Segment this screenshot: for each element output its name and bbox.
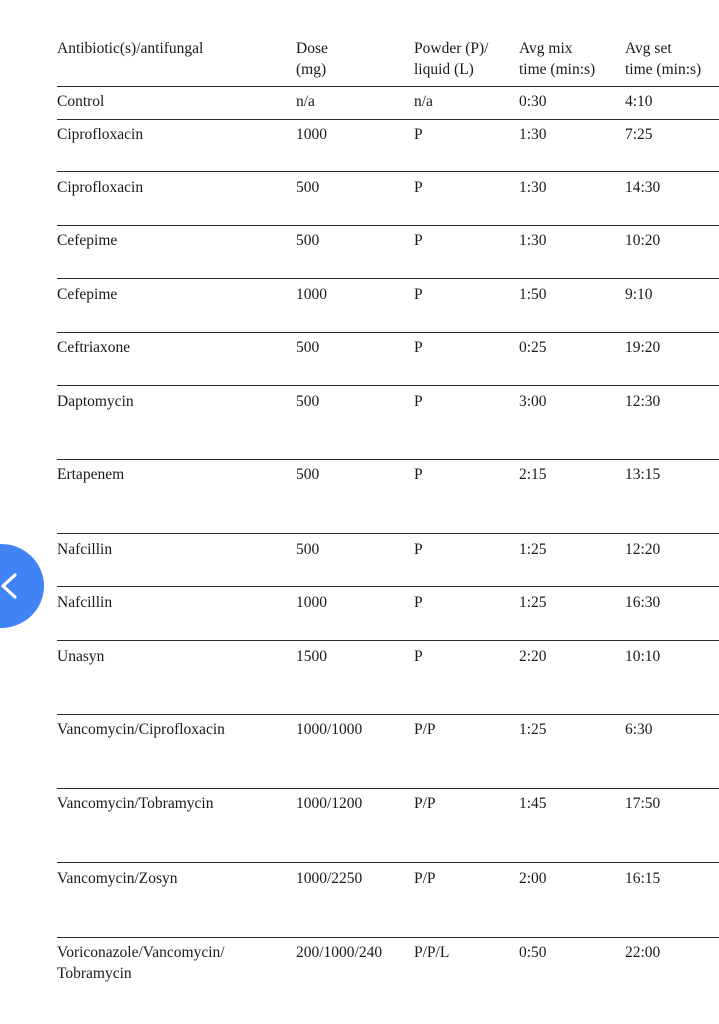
cell-antibiotic: Voriconazole/Vancomycin/ Tobramycin [57, 944, 225, 982]
cell-set-time: 7:25 [625, 126, 653, 143]
row-divider [57, 119, 719, 120]
cell-form: P [414, 393, 423, 410]
cell-form: P [414, 126, 423, 143]
chevron-left-icon [0, 572, 20, 600]
cell-antibiotic: Vancomycin/Ciprofloxacin [57, 721, 225, 738]
cell-form: P [414, 179, 423, 196]
cell-form: n/a [414, 93, 433, 110]
cell-dose: 200/1000/240 [296, 944, 383, 961]
row-divider [57, 586, 719, 587]
header-dose: Dose (mg) [296, 40, 328, 78]
cell-dose: 500 [296, 339, 320, 356]
cell-set-time: 9:10 [625, 286, 653, 303]
cell-set-time: 13:15 [625, 466, 661, 483]
row-divider [57, 278, 719, 279]
cell-form: P/P [414, 795, 436, 812]
cell-form: P [414, 541, 423, 558]
cell-mix-time: 1:45 [519, 795, 547, 812]
cell-mix-time: 1:25 [519, 541, 547, 558]
cell-dose: n/a [296, 93, 315, 110]
cell-set-time: 16:30 [625, 594, 661, 611]
cell-form: P/P/L [414, 944, 450, 961]
row-divider [57, 171, 719, 172]
cell-set-time: 12:30 [625, 393, 661, 410]
header-antibiotic: Antibiotic(s)/antifungal [57, 40, 204, 57]
row-divider [57, 862, 719, 863]
cell-mix-time: 3:00 [519, 393, 547, 410]
cell-mix-time: 1:30 [519, 126, 547, 143]
cell-dose: 500 [296, 466, 320, 483]
cell-dose: 1000 [296, 286, 327, 303]
cell-antibiotic: Ciprofloxacin [57, 179, 144, 196]
cell-form: P [414, 648, 423, 665]
cell-antibiotic: Ceftriaxone [57, 339, 131, 356]
row-divider [57, 714, 719, 715]
cell-antibiotic: Daptomycin [57, 393, 134, 410]
cell-mix-time: 1:25 [519, 721, 547, 738]
row-divider [57, 533, 719, 534]
cell-set-time: 22:00 [625, 944, 661, 961]
cell-antibiotic: Nafcillin [57, 594, 113, 611]
cell-set-time: 6:30 [625, 721, 653, 738]
cell-mix-time: 1:50 [519, 286, 547, 303]
cell-mix-time: 2:20 [519, 648, 547, 665]
cell-form: P [414, 339, 423, 356]
cell-dose: 500 [296, 393, 320, 410]
cell-antibiotic: Control [57, 93, 105, 110]
cell-dose: 500 [296, 541, 320, 558]
row-divider [57, 937, 719, 938]
cell-form: P/P [414, 721, 436, 738]
header-set-time: Avg set time (min:s) [625, 40, 702, 78]
back-button[interactable] [0, 544, 44, 628]
cell-mix-time: 0:30 [519, 93, 547, 110]
cell-set-time: 19:20 [625, 339, 661, 356]
cell-antibiotic: Unasyn [57, 648, 105, 665]
row-divider [57, 788, 719, 789]
cell-dose: 1500 [296, 648, 327, 665]
cell-form: P/P [414, 870, 436, 887]
cell-set-time: 12:20 [625, 541, 661, 558]
cell-antibiotic: Ertapenem [57, 466, 125, 483]
cell-dose: 500 [296, 179, 320, 196]
cell-form: P [414, 232, 423, 249]
cell-mix-time: 0:50 [519, 944, 547, 961]
header-rule [57, 86, 719, 87]
cell-set-time: 17:50 [625, 795, 661, 812]
cell-antibiotic: Cefepime [57, 232, 118, 249]
cell-antibiotic: Vancomycin/Tobramycin [57, 795, 214, 812]
row-divider [57, 385, 719, 386]
cell-set-time: 14:30 [625, 179, 661, 196]
cell-dose: 1000 [296, 126, 327, 143]
row-divider [57, 332, 719, 333]
cell-antibiotic: Vancomycin/Zosyn [57, 870, 178, 887]
cell-antibiotic: Ciprofloxacin [57, 126, 144, 143]
cell-form: P [414, 466, 423, 483]
cell-set-time: 10:20 [625, 232, 661, 249]
cell-dose: 1000/1000 [296, 721, 363, 738]
cell-mix-time: 1:30 [519, 232, 547, 249]
cell-set-time: 4:10 [625, 93, 653, 110]
cell-mix-time: 0:25 [519, 339, 547, 356]
cell-form: P [414, 286, 423, 303]
cell-mix-time: 2:15 [519, 466, 547, 483]
cell-mix-time: 1:25 [519, 594, 547, 611]
table-header [0, 0, 719, 86]
cell-form: P [414, 594, 423, 611]
cell-set-time: 16:15 [625, 870, 661, 887]
cell-mix-time: 1:30 [519, 179, 547, 196]
cell-dose: 1000/2250 [296, 870, 363, 887]
header-mix-time: Avg mix time (min:s) [519, 40, 596, 78]
header-powder-liquid: Powder (P)/ liquid (L) [414, 40, 489, 78]
cell-mix-time: 2:00 [519, 870, 547, 887]
row-divider [57, 640, 719, 641]
cell-antibiotic: Cefepime [57, 286, 118, 303]
row-divider [57, 225, 719, 226]
cell-set-time: 10:10 [625, 648, 661, 665]
cell-dose: 1000 [296, 594, 327, 611]
row-divider [57, 459, 719, 460]
cell-dose: 500 [296, 232, 320, 249]
cell-dose: 1000/1200 [296, 795, 363, 812]
cell-antibiotic: Nafcillin [57, 541, 113, 558]
